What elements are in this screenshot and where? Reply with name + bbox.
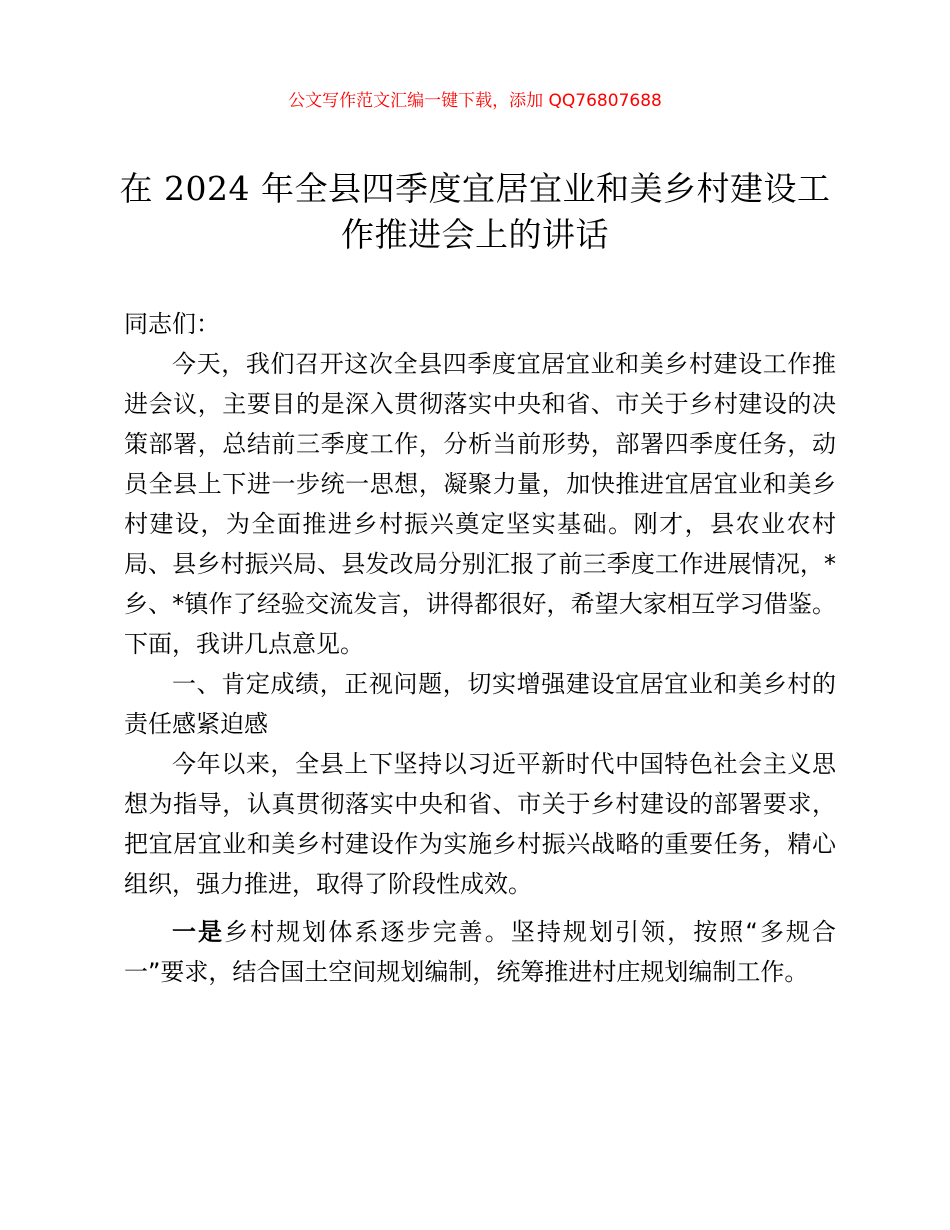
paragraph-point-one	[124, 912, 836, 992]
section-heading-1: 一、肯定成绩，正视问题，切实增强建设宜居宜业和美乡村的责任感紧迫感	[124, 670, 836, 738]
point-one-text: 乡村规划体系逐步完善。坚持规划引领，按照“多规合一”要求，结合国土空间规划编制，统筹推进村庄规划编制工作。	[124, 918, 836, 986]
watermark-banner: 公文写作范文汇编一键下载，添加 QQ76807688	[288, 91, 662, 111]
document-title	[100, 166, 850, 258]
paragraph-achievements: 今年以来，全县上下坚持以习近平新时代中国特色社会主义思想为指导，认真贯彻落实中央和省、市关于乡村建设的部署要求，把宜居宜业和美乡村建设作为实施乡村振兴战略的重要任务，精心组织，强力推进，取得了阶段性成效。	[124, 750, 836, 898]
document-body	[124, 304, 836, 992]
point-one-lead: 一是	[172, 918, 225, 946]
paragraph-opening: 今天，我们召开这次全县四季度宜居宜业和美乡村建设工作推进会议，主要目的是深入贯彻落实中央和省、市关于乡村建设的决策部署，总结前三季度工作，分析当前形势，部署四季度任务，动员全县上下进一步统一思想，凝聚力量，加快推进宜居宜业和美乡村建设，为全面推进乡村振兴奠定坚实基础。刚才，县农业农村局、县乡村振兴局、县发改局分别汇报了前三季度工作进展情况，*乡、*镇作了经验交流发言，讲得都很好，希望大家相互学习借鉴。下面，我讲几点意见。	[124, 350, 836, 658]
title-line-2: 作推进会上的讲话	[341, 215, 609, 254]
title-line-1: 在 2024 年全县四季度宜居宜业和美乡村建设工	[119, 169, 831, 208]
salutation: 同志们：	[124, 310, 220, 338]
